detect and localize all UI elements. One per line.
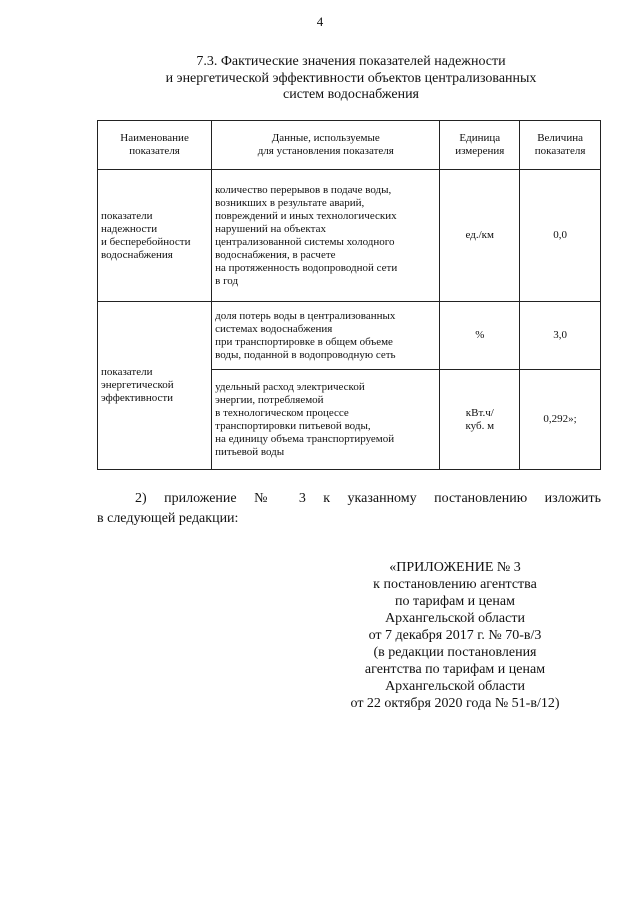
header-data <box>212 121 440 170</box>
cell-line: энергии, потребляемой <box>215 393 324 406</box>
paragraph-line: в следующей редакции: <box>97 511 239 526</box>
appendix-line: Архангельской области <box>385 611 525 626</box>
cell-line: централизованной системы холодного <box>215 235 395 248</box>
indicators-table <box>97 120 601 470</box>
indicator-name-cell <box>98 170 212 302</box>
heading-line: систем водоснабжения <box>282 87 419 102</box>
cell-line: транспортировки питьевой воды, <box>215 419 371 432</box>
cell-line: системах водоснабжения <box>215 322 333 335</box>
table-header-row <box>98 121 601 170</box>
cell-line: показатели <box>101 366 153 378</box>
cell-line: при транспортировке в общем объеме <box>215 335 393 348</box>
appendix-block <box>320 559 590 712</box>
cell-line: количество перерывов в подаче воды, <box>215 183 392 196</box>
table-row <box>98 170 601 302</box>
header-text: Данные, используемые <box>271 132 380 144</box>
cell-line: кВт.ч/ <box>465 406 494 419</box>
value-cell: 0,0 <box>520 170 601 302</box>
cell-line: воды, поданной в водопроводную сеть <box>215 348 396 361</box>
header-text: показателя <box>534 145 586 157</box>
header-text: Наименование <box>120 132 189 144</box>
appendix-line: по тарифам и ценам <box>395 594 515 609</box>
value-cell: 3,0 <box>520 302 601 370</box>
cell-line: на единицу объема транспортируемой <box>215 432 395 445</box>
value-cell: 0,292»; <box>520 370 601 470</box>
cell-line: питьевой воды <box>215 445 285 458</box>
indicator-data-cell <box>212 170 440 302</box>
cell-line: нарушений на объектах <box>215 222 326 235</box>
cell-line: доля потерь воды в централизованных <box>215 309 396 322</box>
appendix-line: «ПРИЛОЖЕНИЕ № 3 <box>389 560 521 575</box>
cell-line: показатели <box>101 209 153 222</box>
header-text: измерения <box>455 145 505 157</box>
header-text: показателя <box>129 145 180 157</box>
cell-line: в год <box>215 274 239 287</box>
cell-line: повреждений и иных технологических <box>215 209 397 222</box>
header-text: для установления показателя <box>257 145 394 157</box>
appendix-line: к постановлению агентства <box>373 577 537 592</box>
cell-line: ед./км <box>465 229 494 241</box>
header-value <box>520 121 601 170</box>
cell-line: водоснабжения, в расчете <box>215 248 336 261</box>
appendix-line: (в редакции постановления <box>373 645 537 660</box>
indicator-name-cell <box>98 302 212 470</box>
header-text: Величина <box>537 132 583 144</box>
cell-line: водоснабжения <box>101 248 173 261</box>
cell-line: % <box>475 329 485 341</box>
indicator-data-cell <box>212 370 440 470</box>
heading-line: 7.3. Фактические значения показателей надежности <box>196 54 506 69</box>
section-heading <box>98 54 604 104</box>
cell-line: надежности <box>101 222 158 235</box>
header-unit <box>440 121 520 170</box>
appendix-line: от 22 октября 2020 года № 51-в/12) <box>350 696 560 711</box>
cell-line: энергетической <box>101 379 174 391</box>
header-text: Единица <box>459 132 501 144</box>
page-number: 4 <box>316 14 324 29</box>
cell-line: эффективности <box>101 392 174 404</box>
cell-line: в технологическом процессе <box>215 406 349 419</box>
unit-cell <box>440 302 520 370</box>
paragraph-line: 2) приложение № 3 к указанному постановлению изложить <box>135 491 601 506</box>
indicator-data-cell <box>212 302 440 370</box>
cell-line: на протяженность водопроводной сети <box>215 261 398 274</box>
amendment-paragraph <box>97 489 601 529</box>
unit-cell <box>440 370 520 470</box>
table-row <box>98 302 601 370</box>
unit-cell <box>440 170 520 302</box>
appendix-line: агентства по тарифам и ценам <box>364 662 546 677</box>
header-name <box>98 121 212 170</box>
cell-line: и бесперебойности <box>101 235 191 248</box>
cell-line: куб. м <box>465 419 495 432</box>
heading-line: и энергетической эффективности объектов централизованных <box>165 70 537 86</box>
appendix-line: Архангельской области <box>385 679 525 694</box>
appendix-line: от 7 декабря 2017 г. № 70-в/3 <box>368 628 542 643</box>
cell-line: возникших в результате аварий, <box>215 196 365 209</box>
cell-line: удельный расход электрической <box>215 380 365 393</box>
